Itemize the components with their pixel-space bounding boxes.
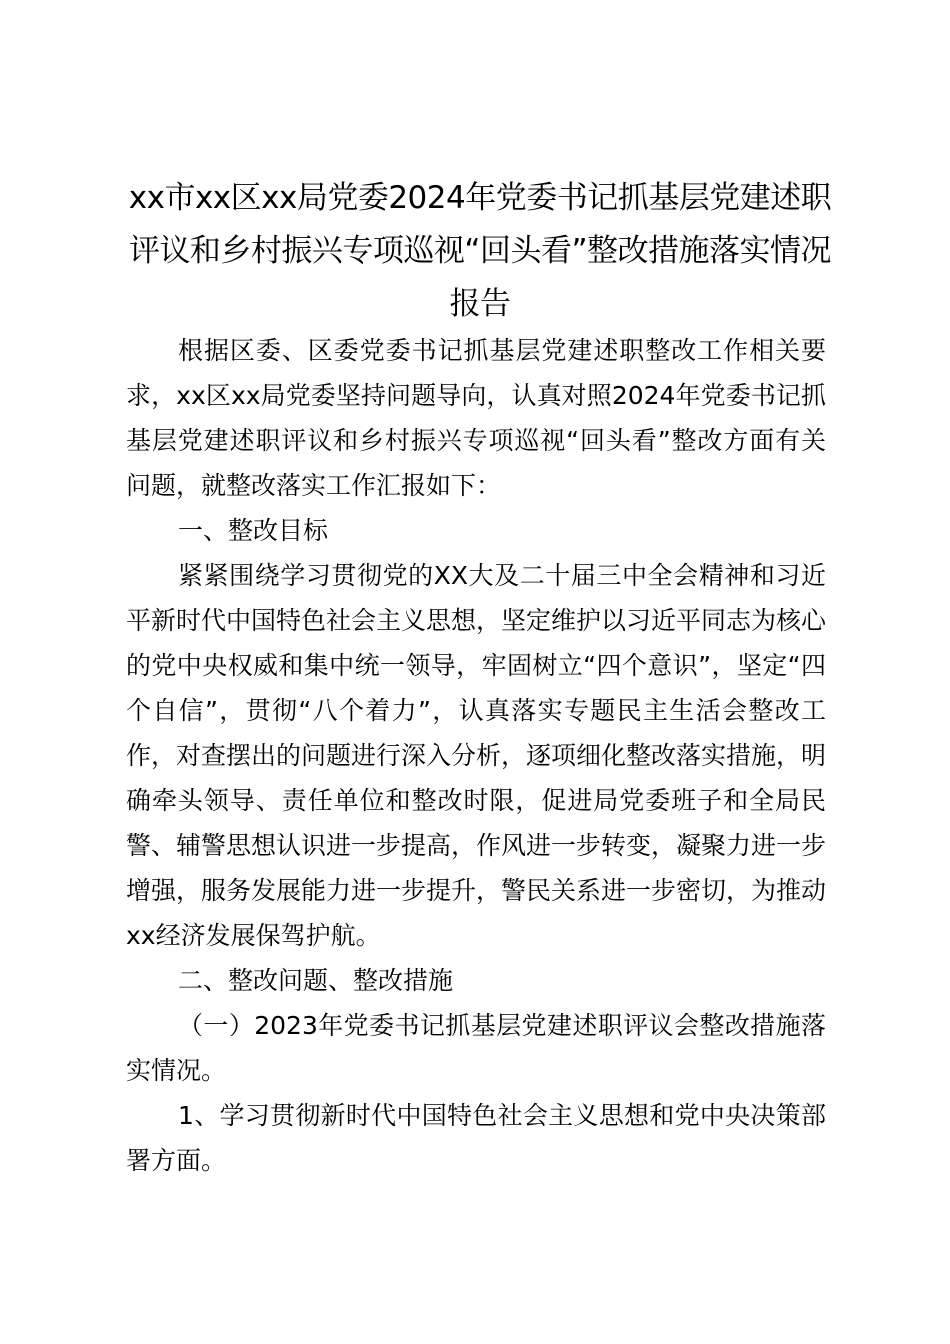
section-heading-issues: 二、整改问题、整改措施: [178, 966, 454, 995]
document-body: [126, 328, 826, 1183]
subsection-heading-2023: （一）2023年党委书记抓基层党建述职评议会整改措施落实情况。: [126, 1011, 826, 1085]
section-heading-goals: 一、整改目标: [178, 516, 329, 545]
item-heading-1: 1、学习贯彻新时代中国特色社会主义思想和党中央决策部署方面。: [126, 1101, 826, 1175]
goals-paragraph: 紧紧围绕学习贯彻党的XX大及二十届三中全会精神和习近平新时代中国特色社会主义思想，坚定维护以习近平同志为核心的党中央权威和集中统一领导，牢固树立“四个意识”，坚定“四个自信”，贯彻“八个着力”，认真落实专题民主生活会整改工作，对查摆出的问题进行深入分析，逐项细化整改落实措施，明确牵头领导、责任单位和整改时限，促进局党委班子和全局民警、辅警思想认识进一步提高，作风进一步转变，凝聚力进一步增强，服务发展能力进一步提升，警民关系进一步密切，为推动xx经济发展保驾护航。: [126, 561, 827, 950]
document-title: xx市xx区xx局党委2024年党委书记抓基层党建述职评议和乡村振兴专项巡视“回头看”整改措施落实情况报告: [128, 180, 832, 322]
intro-paragraph: 根据区委、区委党委书记抓基层党建述职整改工作相关要求，xx区xx局党委坚持问题导向，认真对照2024年党委书记抓基层党建述职评议和乡村振兴专项巡视“回头看”整改方面有关问题，就整改落实工作汇报如下：: [126, 336, 826, 500]
